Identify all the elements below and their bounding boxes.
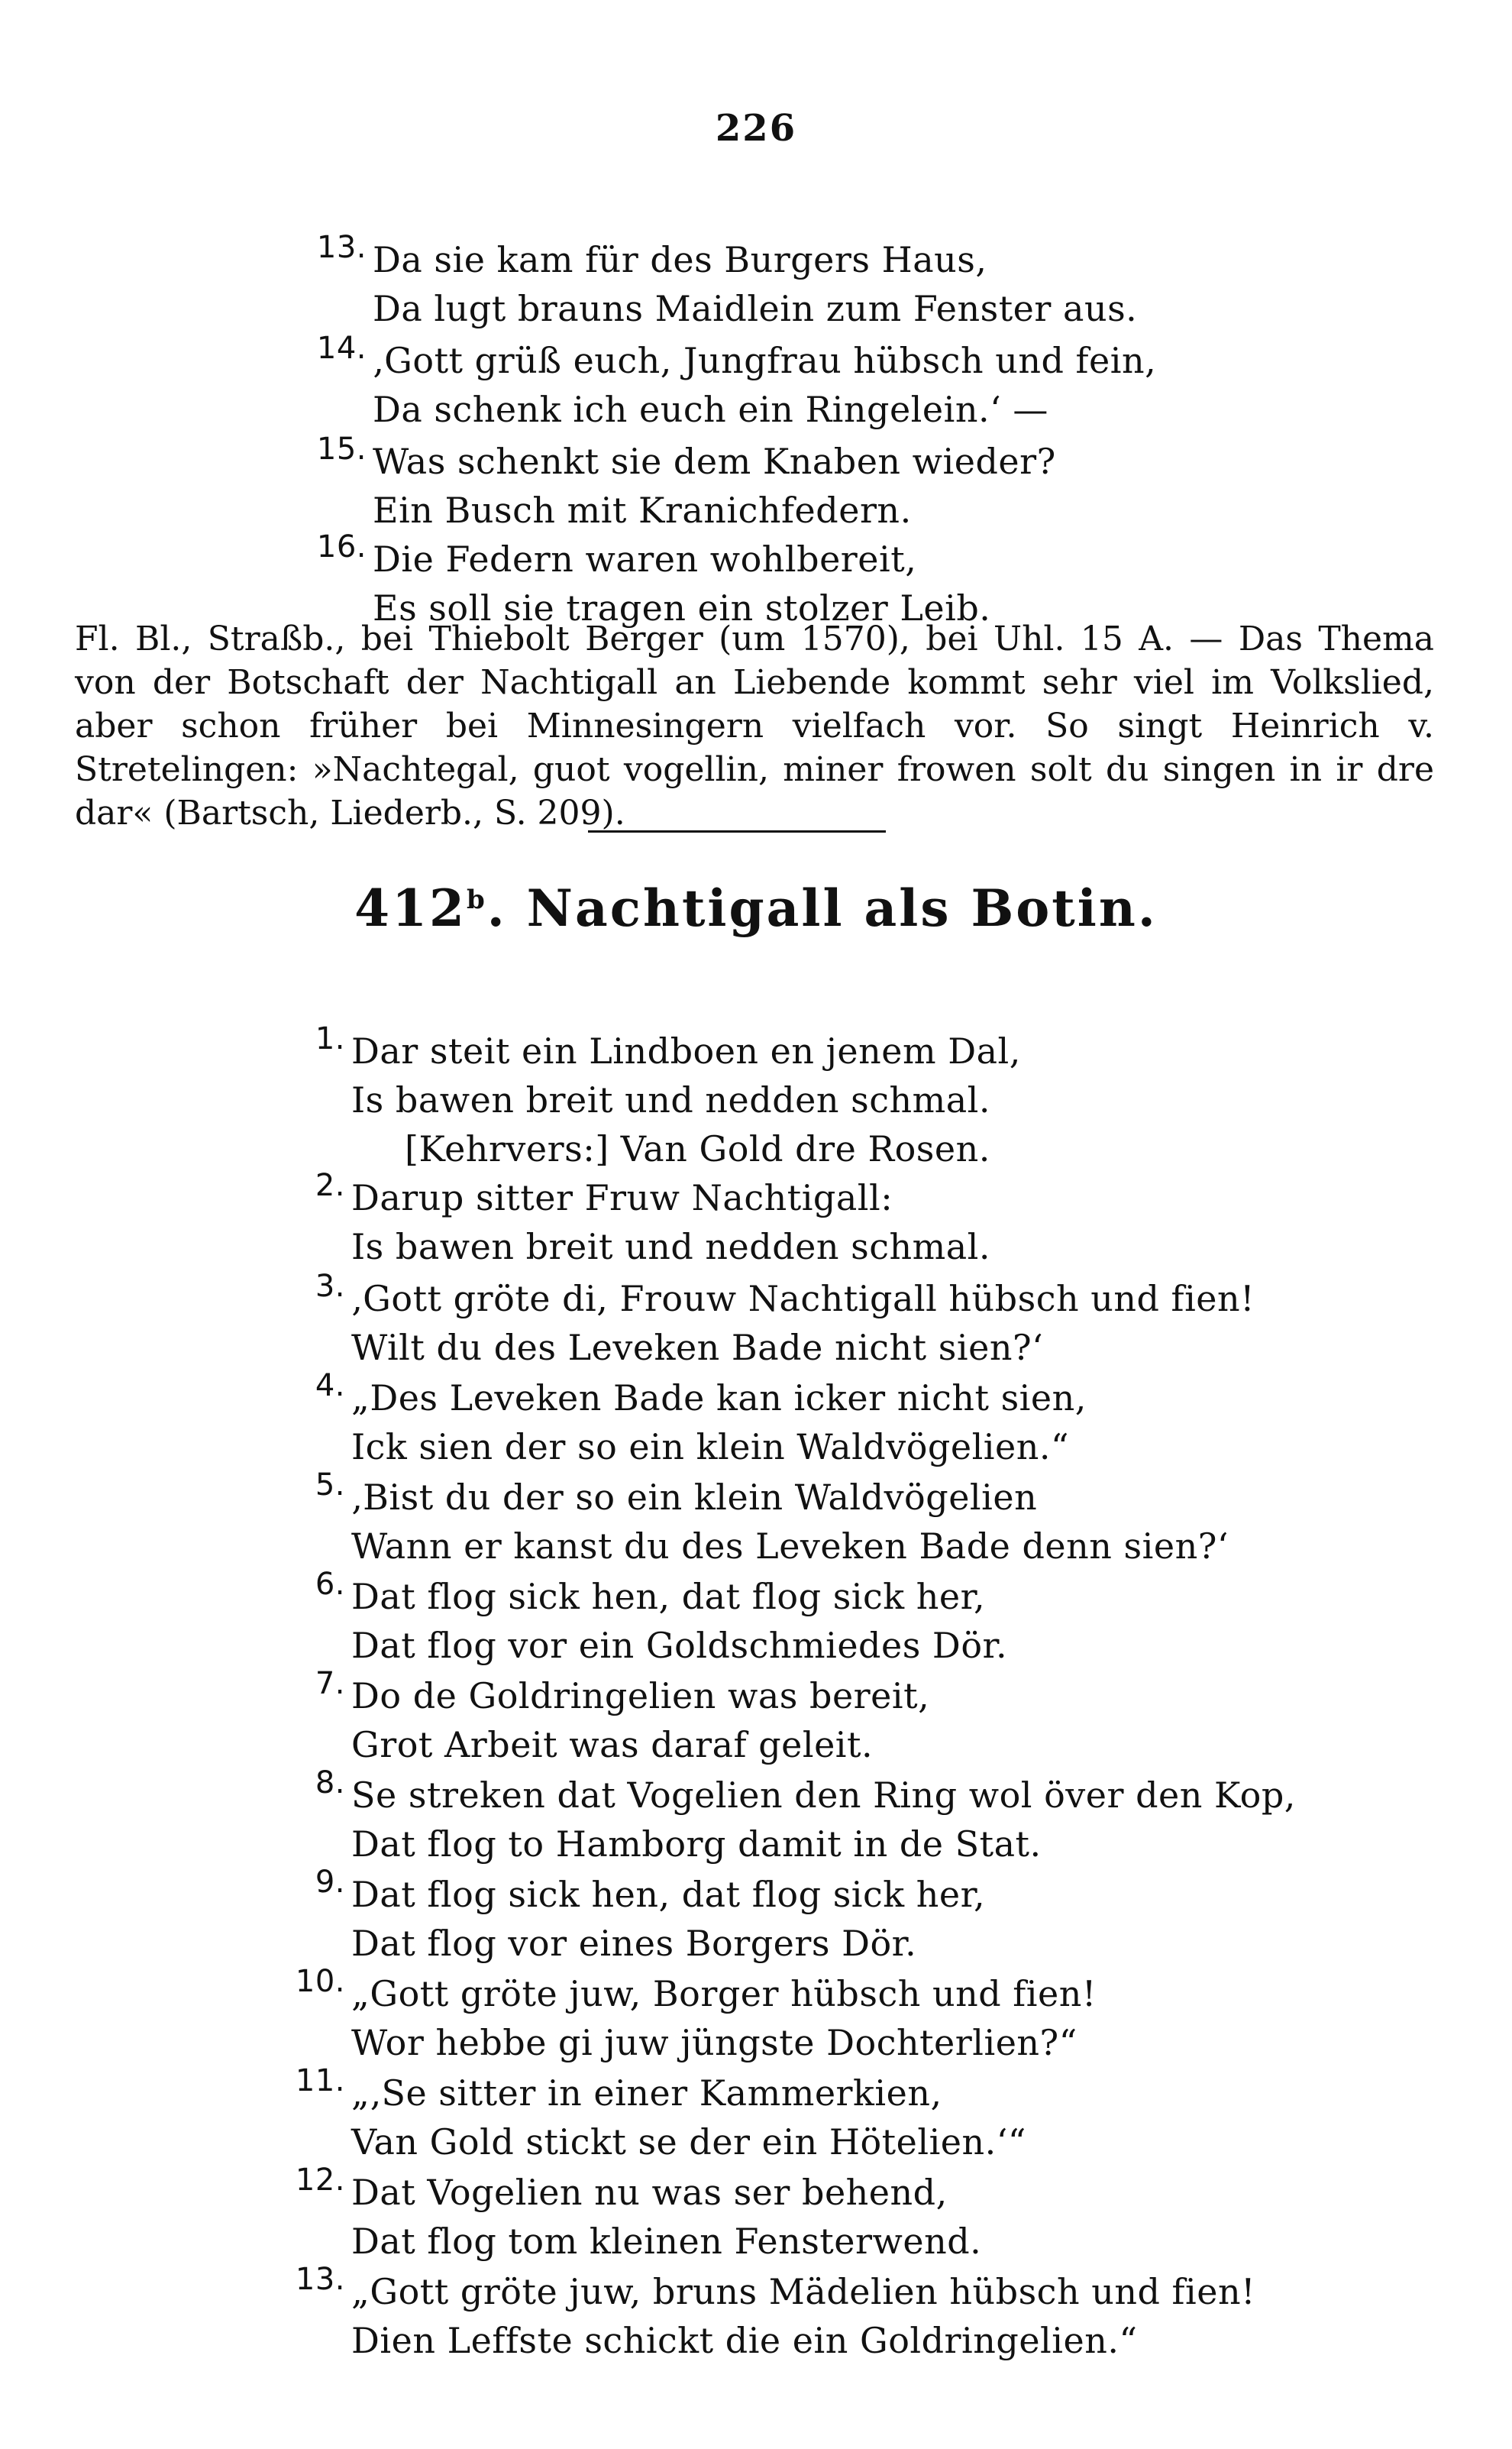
stanza-number: 7.: [315, 1666, 345, 1701]
verse-line: Die Federn waren wohlbereit,: [373, 539, 917, 580]
stanza-number: 14.: [316, 331, 367, 366]
verse-line: Was schenkt sie dem Knaben wieder?: [373, 441, 1056, 482]
verse-line: Da schenk ich euch ein Ringelein.‘ —: [373, 389, 1048, 430]
stanza: [316, 486, 991, 632]
stanza-number: 8.: [315, 1765, 345, 1800]
stanza-number: 4.: [315, 1368, 345, 1403]
page-number: 226: [715, 107, 797, 150]
verse-line: Dat flog to Hamborg damit in de Stat.: [351, 1823, 1042, 1865]
stanza-number: 15.: [316, 432, 367, 467]
stanza-number: 9.: [315, 1865, 345, 1900]
verse-line: „Gott gröte juw, bruns Mädelien hübsch und fien!: [351, 2271, 1256, 2312]
song-number-suffix: b: [466, 885, 487, 915]
verse-line: Da lugt brauns Maidlein zum Fenster aus.: [373, 288, 1138, 329]
verse-line: ‚Bist du der so ein klein Waldvögelien: [351, 1477, 1038, 1518]
stanza-number: 2.: [315, 1168, 345, 1203]
song-number: 412: [354, 878, 467, 938]
verse-line: Dat Vogelien nu was ser behend,: [351, 2172, 948, 2213]
verse-line: Dat flog vor eines Borgers Dör.: [351, 1923, 917, 1964]
song-heading: [0, 878, 1512, 938]
verse-line: Ein Busch mit Kranichfedern.: [373, 490, 912, 531]
verse-line: Darup sitter Fruw Nachtigall:: [351, 1177, 893, 1218]
verse-line: „Gott gröte juw, Borger hübsch und fien!: [351, 1973, 1097, 2014]
stanza-number: 12.: [295, 2163, 345, 2198]
stanza-number: 13.: [316, 230, 367, 265]
stanza-number: 16.: [316, 529, 367, 565]
refrain-line: [Kehrvers:] Van Gold dre Rosen.: [405, 1128, 990, 1170]
verse-line: Da sie kam für des Burgers Haus,: [373, 239, 987, 280]
verse-line: Dat flog vor ein Goldschmiedes Dör.: [351, 1625, 1008, 1666]
source-note-text: Fl. Bl., Straßb., bei Thiebolt Berger (um 1570), bei Uhl. 15 A. — Das Thema von der Botschaft der Nachtigall an Liebende kommt sehr viel im Volkslied, aber schon früher bei Minnesingern vielfach vor. So singt Heinrich v. Stretelingen: »Nachtegal, guot vogellin, miner frowen solt du singen in ir dre dar« (Bartsch, Liederb., S. 209).: [75, 620, 1434, 833]
section-divider: [588, 830, 886, 833]
song-title: . Nachtigall als Botin.: [486, 878, 1158, 938]
verse-line: Dien Leffste schickt die ein Goldringelien.“: [351, 2320, 1138, 2361]
stanza-number: 11.: [295, 2063, 345, 2098]
source-note: [75, 617, 1434, 835]
verse-line: Van Gold stickt se der ein Hötelien.‘“: [351, 2121, 1026, 2163]
verse-line: Se streken dat Vogelien den Ring wol över den Kop,: [351, 1774, 1296, 1816]
verse-line: Dat flog tom kleinen Fensterwend.: [351, 2221, 982, 2262]
verse-line: Is bawen breit und nedden schmal.: [351, 1226, 990, 1267]
verse-line: Dat flog sick hen, dat flog sick her,: [351, 1874, 986, 1915]
verse-line: ‚Gott gröte di, Frouw Nachtigall hübsch und fien!: [351, 1278, 1255, 1319]
verse-line: Dar steit ein Lindboen en jenem Dal,: [351, 1030, 1021, 1072]
stanza-number: 10.: [295, 1964, 345, 1999]
stanza-number: 13.: [295, 2262, 345, 2297]
verse-line: Wor hebbe gi juw jüngste Dochterlien?“: [351, 2022, 1077, 2063]
verse-line: Do de Goldringelien was bereit,: [351, 1675, 930, 1716]
stanza: [295, 2218, 1256, 2365]
verse-line: „Des Leveken Bade kan icker nicht sien,: [351, 1377, 1087, 1419]
verse-line: Es soll sie tragen ein stolzer Leib.: [373, 587, 991, 629]
verse-line: Ick sien der so ein klein Waldvögelien.“: [351, 1426, 1069, 1467]
stanza-number: 5.: [315, 1467, 345, 1503]
verse-line: Is bawen breit und nedden schmal.: [351, 1079, 990, 1121]
verse-line: Dat flog sick hen, dat flog sick her,: [351, 1576, 986, 1617]
stanza-number: 3.: [315, 1269, 345, 1304]
verse-line: Wilt du des Leveken Bade nicht sien?‘: [351, 1327, 1044, 1368]
verse-line: „‚Se sitter in einer Kammerkien,: [351, 2072, 942, 2114]
stanza-number: 6.: [315, 1567, 345, 1602]
stanza-number: 1.: [315, 1021, 345, 1056]
verse-line: ‚Gott grüß euch, Jungfrau hübsch und fein,: [373, 340, 1157, 381]
verse-line: Grot Arbeit was daraf geleit.: [351, 1724, 874, 1765]
verse-line: Wann er kanst du des Leveken Bade denn sien?‘: [351, 1525, 1229, 1567]
